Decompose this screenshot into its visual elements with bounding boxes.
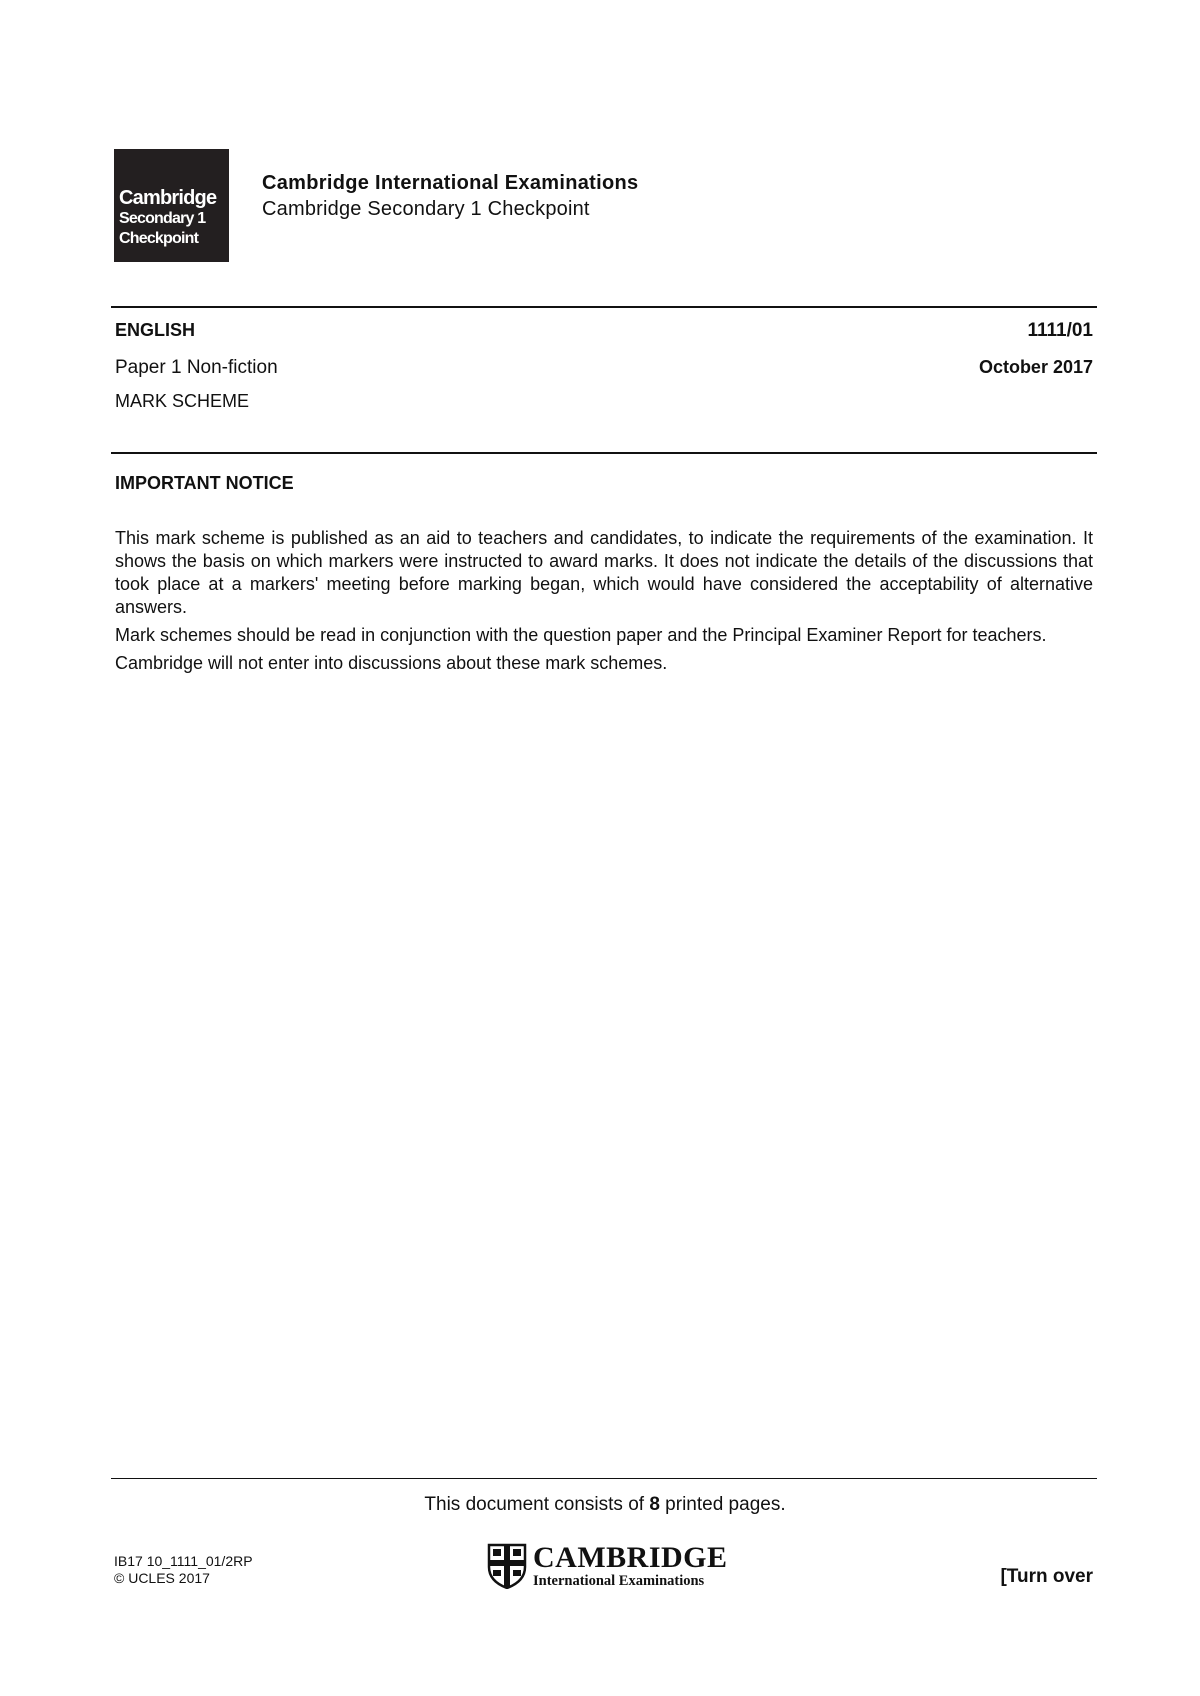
logo-line-2: Secondary 1 (119, 210, 206, 227)
cambridge-logo (487, 1542, 728, 1590)
paper-title: Paper 1 Non-fiction (115, 357, 278, 378)
logo-subtitle: International Examinations (533, 1573, 705, 1589)
org-subtitle: Cambridge Secondary 1 Checkpoint (262, 198, 590, 220)
page-count-suffix: printed pages. (659, 1494, 786, 1515)
page-count-prefix: This document consists of (424, 1494, 650, 1515)
notice-paragraph: This mark scheme is published as an aid to teachers and candidates, to indicate the requirements of the examination. It shows the basis on which markers were instructed to award marks. It does not indicate the details of the discussions that took place at a markers' meeting before marking began, which would have considered the acceptability of alternative answers. (115, 528, 1093, 617)
page-count-line (0, 1494, 1200, 1516)
logo-line-3: Checkpoint (119, 230, 199, 247)
logo-line-1: Cambridge (119, 187, 217, 209)
footer-divider (111, 1478, 1097, 1479)
notice-paragraph: Cambridge will not enter into discussions about these mark schemes. (115, 653, 668, 673)
reference-code: IB17 10_1111_01/2RP (114, 1553, 253, 1569)
org-name: Cambridge International Examinations (262, 172, 639, 194)
notice-body (115, 527, 1093, 680)
logo-word: CAMBRIDGE (533, 1541, 728, 1574)
shield-icon (487, 1543, 527, 1589)
exam-session: October 2017 (978, 357, 1093, 377)
checkpoint-logo (114, 149, 229, 262)
details-divider (111, 452, 1097, 454)
turn-over: [Turn over (1000, 1566, 1093, 1587)
document-type: MARK SCHEME (115, 391, 250, 411)
notice-paragraph: Mark schemes should be read in conjunction with the question paper and the Principal Examiner Report for teachers. (115, 625, 1047, 645)
header-divider (111, 306, 1097, 308)
notice-title: IMPORTANT NOTICE (115, 473, 294, 493)
copyright: © UCLES 2017 (114, 1570, 210, 1586)
footer-reference (114, 1553, 253, 1587)
page-count: 8 (649, 1494, 660, 1515)
paper-code: 1111/01 (1027, 320, 1093, 341)
subject: ENGLISH (115, 320, 196, 340)
